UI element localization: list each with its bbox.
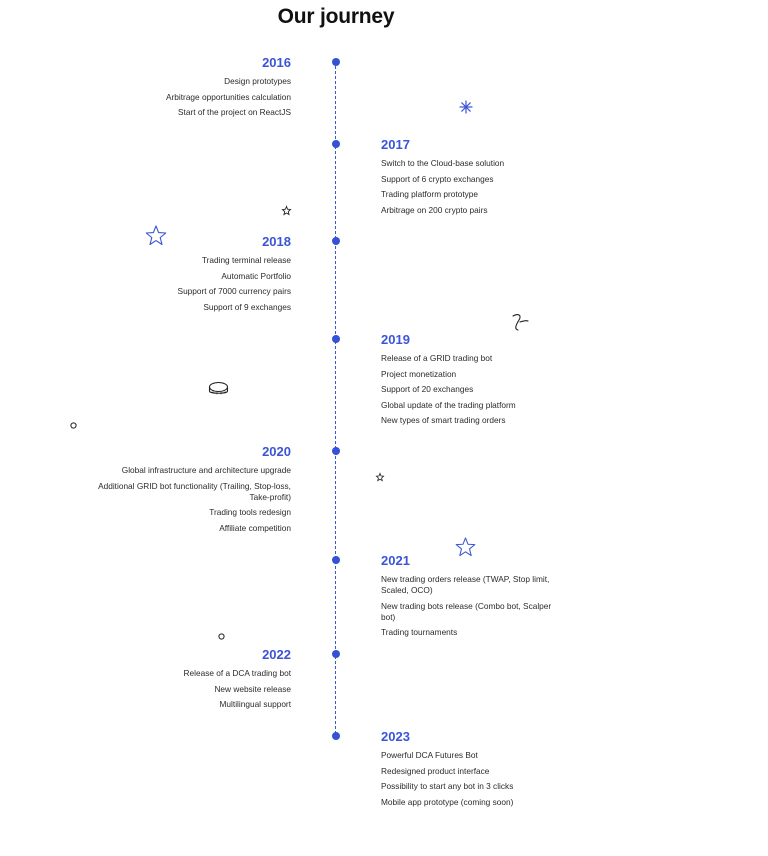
milestone-year: 2021 <box>381 553 410 568</box>
milestone-item: Project monetization <box>381 368 457 379</box>
milestone-item: Possibility to start any bot in 3 clicks <box>381 781 514 792</box>
timeline-dot-2021 <box>332 556 340 564</box>
milestone-year: 2022 <box>262 647 291 662</box>
milestone-year: 2019 <box>381 332 410 347</box>
milestone-2020 <box>91 444 291 538</box>
milestone-items <box>381 574 557 638</box>
page-title: Our journey <box>277 5 395 28</box>
milestone-year: 2018 <box>262 234 291 249</box>
milestone-item: New trading orders release (TWAP, Stop limit, Scaled, OCO) <box>381 574 550 595</box>
milestone-item: Powerful DCA Futures Bot <box>381 750 478 760</box>
milestone-2016 <box>166 55 291 123</box>
milestone-item: Trading terminal release <box>201 255 291 265</box>
circle-icon <box>218 633 225 640</box>
milestone-item: Arbitrage opportunities calculation <box>166 91 291 102</box>
milestone-item: Additional GRID bot functionality (Trailing, Stop-loss, Take-profit) <box>98 480 291 502</box>
timeline-dot-2016 <box>332 58 340 66</box>
timeline-dot-2020 <box>332 447 340 455</box>
milestone-item: New website release <box>214 683 291 694</box>
milestone-item: Release of a GRID trading bot <box>381 353 493 363</box>
timeline-dot-2019 <box>332 335 340 343</box>
milestone-items <box>184 668 291 710</box>
milestone-item: Redesigned product interface <box>381 765 490 776</box>
circle-icon <box>70 422 77 429</box>
milestone-item: Switch to the Cloud-base solution <box>381 158 505 168</box>
milestone-items <box>91 465 291 534</box>
milestone-item: Trading tournaments <box>381 627 458 638</box>
milestone-year: 2017 <box>381 137 410 152</box>
timeline-dot-2023 <box>332 732 340 740</box>
milestone-item: Design prototypes <box>224 76 291 86</box>
milestone-year: 2023 <box>381 729 410 744</box>
milestone-items <box>381 353 516 426</box>
milestone-items <box>178 255 291 313</box>
milestone-item: Multilingual support <box>219 699 291 710</box>
star-icon <box>455 537 476 557</box>
milestone-2018 <box>178 234 291 317</box>
milestone-2023 <box>381 729 513 812</box>
sparkle-icon <box>459 100 473 114</box>
timeline-dot-2017 <box>332 140 340 148</box>
squiggle-icon <box>510 312 530 332</box>
small-star-icon <box>376 473 384 481</box>
milestone-item: New trading bots release (Combo bot, Scalper bot) <box>381 600 552 622</box>
timeline-dot-2018 <box>332 237 340 245</box>
milestone-item: Release of a DCA trading bot <box>183 668 291 678</box>
milestone-item: Affiliate competition <box>219 522 291 533</box>
milestone-item: Trading tools redesign <box>209 507 291 518</box>
milestone-item: Start of the project on ReactJS <box>178 107 291 118</box>
milestone-item: Automatic Portfolio <box>221 270 291 281</box>
milestone-item: Support of 7000 currency pairs <box>177 286 291 297</box>
milestone-item: Global update of the trading platform <box>381 399 516 410</box>
milestone-items <box>381 158 504 216</box>
coin-icon <box>208 381 229 398</box>
milestone-2021 <box>381 553 557 643</box>
milestone-item: Support of 6 crypto exchanges <box>381 173 494 184</box>
milestone-items <box>381 750 513 808</box>
milestone-item: Support of 20 exchanges <box>381 384 474 395</box>
milestone-year: 2016 <box>262 55 291 70</box>
timeline-line <box>335 66 336 734</box>
milestone-item: Global infrastructure and architecture upgrade <box>121 465 291 475</box>
milestone-items <box>166 76 291 118</box>
milestone-year: 2020 <box>262 444 291 459</box>
milestone-item: Support of 9 exchanges <box>203 301 291 312</box>
timeline-dot-2022 <box>332 650 340 658</box>
milestone-2019 <box>381 332 516 431</box>
milestone-item: Arbitrage on 200 crypto pairs <box>381 204 488 215</box>
milestone-2017 <box>381 137 504 220</box>
milestone-2022 <box>184 647 291 715</box>
milestone-item: Mobile app prototype (coming soon) <box>381 796 514 807</box>
small-star-icon <box>282 206 291 215</box>
milestone-item: New types of smart trading orders <box>381 415 506 426</box>
star-icon <box>145 225 167 246</box>
milestone-item: Trading platform prototype <box>381 189 478 200</box>
